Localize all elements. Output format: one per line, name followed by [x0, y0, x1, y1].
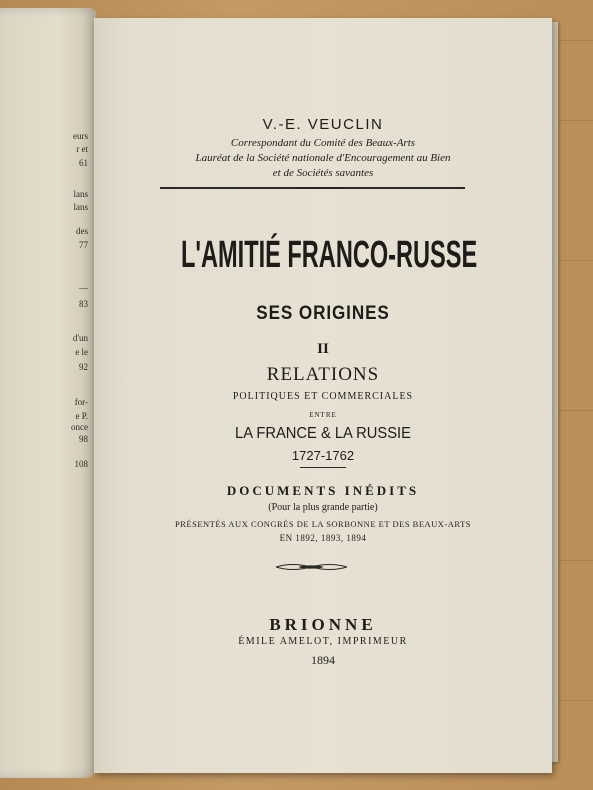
author-credential: Correspondant du Comité des Beaux-Arts — [230, 137, 416, 149]
short-rule — [300, 467, 346, 468]
left-page-line: d'un — [72, 333, 88, 343]
left-page — [0, 8, 96, 778]
publisher-place: BRIONNE — [269, 615, 377, 634]
left-page-line: for- — [74, 397, 88, 407]
left-page-line: r et — [76, 144, 88, 154]
section-subtitle: POLITIQUES ET COMMERCIALES — [232, 391, 414, 402]
left-page-line: 77 — [79, 240, 88, 250]
left-page-line: des — [76, 226, 88, 236]
author-credential: Lauréat de la Société nationale d'Encouragement au Bien — [195, 152, 451, 164]
documents-heading: DOCUMENTS INÉDITS — [226, 483, 420, 498]
book-subtitle: SES ORIGINES — [256, 303, 390, 324]
ornament-divider — [274, 562, 349, 572]
left-page-line: e P. — [75, 411, 88, 421]
title-page — [94, 18, 552, 773]
left-page-line: 92 — [79, 362, 88, 372]
section-title: RELATIONS — [266, 364, 380, 385]
connector-word: ENTRE — [309, 411, 337, 419]
left-page-line: 61 — [79, 158, 88, 168]
presented-years: EN 1892, 1893, 1894 — [279, 533, 367, 543]
left-page-line: eurs — [73, 131, 88, 141]
countries-line: LA FRANCE & LA RUSSIE — [235, 425, 411, 442]
documents-note: (Pour la plus grande partie) — [268, 502, 378, 513]
part-number: II — [317, 341, 329, 357]
publisher-name: ÉMILE AMELOT, IMPRIMEUR — [238, 636, 408, 647]
publication-year: 1894 — [311, 653, 335, 667]
years-range: 1727-1762 — [291, 448, 355, 463]
left-page-line: — — [79, 283, 88, 293]
left-page-line: 98 — [79, 434, 88, 444]
left-page-line: 108 — [74, 459, 88, 469]
left-page-line: e le — [75, 347, 88, 357]
left-page-line: lans — [73, 189, 88, 199]
left-page-line: lans — [73, 202, 88, 212]
author-name: V.-E. VEUCLIN — [262, 116, 384, 133]
divider-rule — [160, 187, 465, 189]
book-title: L'AMITIÉ FRANCO-RUSSE — [181, 234, 478, 276]
left-page-line: 83 — [79, 299, 88, 309]
left-page-line: once — [71, 422, 88, 432]
presented-line: PRÉSENTÉS AUX CONGRÈS DE LA SORBONNE ET DES BEAUX-ARTS — [175, 519, 471, 529]
author-credential: et de Sociétés savantes — [272, 167, 374, 179]
